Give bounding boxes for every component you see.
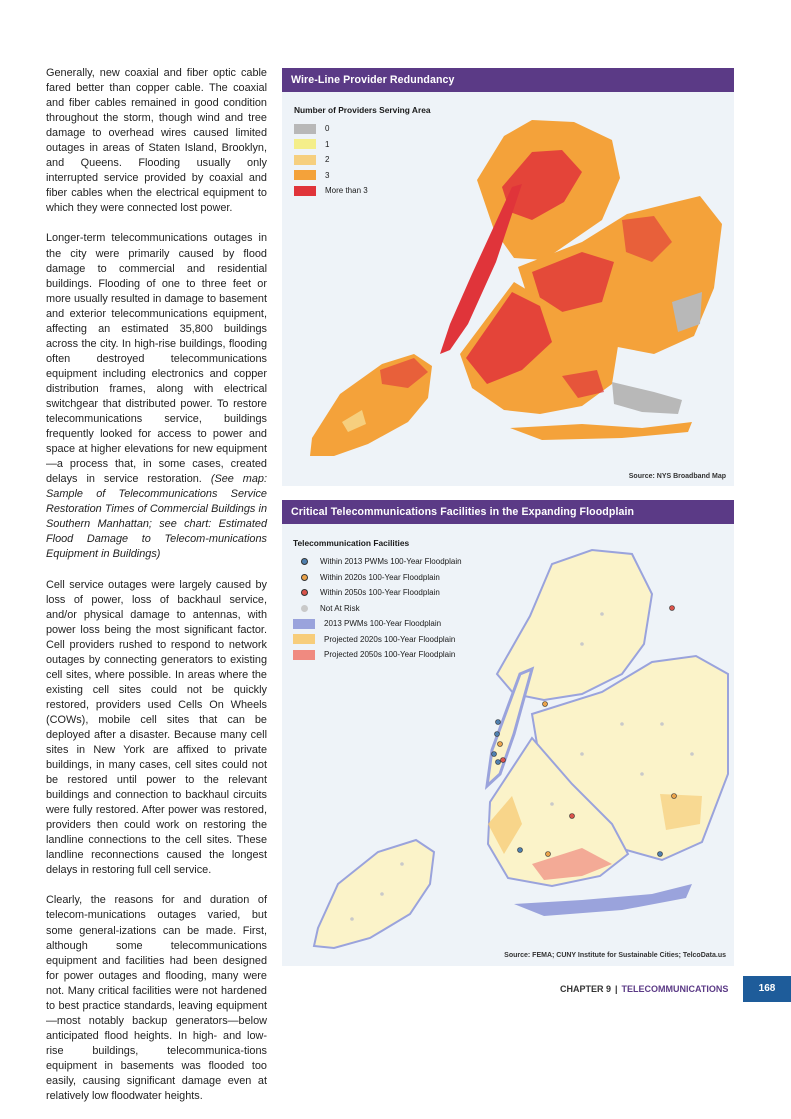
- legend-label: Within 2020s 100-Year Floodplain: [320, 572, 440, 582]
- legend-area-row: [293, 616, 462, 632]
- legend-label: 2013 PWMs 100-Year Floodplain: [324, 619, 442, 629]
- legend-row-2: [294, 152, 431, 168]
- legend-label: Within 2050s 100-Year Floodplain: [320, 588, 440, 598]
- map-2-title: Critical Telecommunications Facilities in the Expanding Floodplain: [282, 500, 734, 524]
- legend-swatch: [293, 650, 315, 660]
- legend-label: Within 2013 PWMs 100-Year Floodplain: [320, 557, 462, 567]
- legend-label: Not At Risk: [320, 603, 360, 613]
- legend-label: Projected 2050s 100-Year Floodplain: [324, 650, 456, 660]
- legend-swatch: [294, 186, 316, 196]
- map-chart-reference: (See map: Sample of Telecommunications Service Restoration Times of Commercial Buildings in Southern Manhattan; see chart: Estimated Flood Damage to Telecom-munications Equipment in Buildings): [46, 473, 267, 561]
- section-label: TELECOMMUNICATIONS: [621, 984, 729, 994]
- legend-row-0: [294, 121, 431, 137]
- map-2-legend-title: Telecommunication Facilities: [293, 538, 410, 548]
- legend-row-4: [294, 183, 431, 199]
- legend-swatch: [294, 155, 316, 165]
- legend-area-row: [293, 632, 462, 648]
- paragraph-2-text: Longer-term telecommunications outages in the city were primarily caused by flood damage to commercial and residential buildings. Flooding of one to three feet or more usually resulted in damage to basement and exterior telecommunications equipment, affecting an estimated 35,800 buildings across the city. In high-rise buildings, flooding often destroyed telecommunications equipment including electronics and copper distribution frames, along with electrical switchgear that distributed power. To restore telecommunications service, buildings frequently looked for access to power and space at higher elevations for new equipment—a process that, in some cases, created delays in service restoration.: [46, 232, 267, 486]
- map-1-source: Source: NYS Broadband Map: [628, 473, 726, 480]
- map-1-legend: [294, 105, 431, 199]
- legend-label: 3: [325, 170, 330, 180]
- map-1-legend-title: Number of Providers Serving Area: [294, 105, 431, 115]
- legend-point-symbol: [301, 574, 308, 581]
- paragraph-4: Clearly, the reasons for and duration of telecom-munications outages varied, but some general-izations can be made. First, although some telecommunications equipment and facilities had been designed for power outages and flooding, many were not. Many critical facilities were not hardened to best practice standards, leaving equipment—most notably backup generators—below anticipated flood heights. In high- and low-rise buildings, telecommunica-tions equipment in basements was flooded too easily, causing significant damage even at relatively low floodwater heights.: [46, 894, 267, 1103]
- legend-point-row: [293, 554, 462, 570]
- legend-label: 0: [325, 124, 330, 134]
- legend-point-symbol: [301, 558, 308, 565]
- page-footer: [560, 984, 728, 994]
- paragraph-1: Generally, new coaxial and fiber optic cable fared better than copper cable. The coaxial and fiber cables remained in good condition throughout the storm, though wind and tree damage to overhead wires caused limited outages in areas of Staten Island, Brooklyn, and Queens. Flooding usually only interrupted service provided by coaxial and fiber cables when the electrical equipment to which they were connected lost power.: [46, 67, 267, 215]
- map-1-title: Wire-Line Provider Redundancy: [282, 68, 734, 92]
- legend-row-1: [294, 137, 431, 153]
- page-number: 168: [743, 976, 791, 1002]
- legend-swatch: [293, 619, 315, 629]
- map-2-legend: [293, 538, 462, 663]
- body-text-column: [46, 66, 267, 1119]
- footer-separator: |: [615, 984, 618, 994]
- legend-point-row: [293, 585, 462, 601]
- map-wireline-redundancy: [282, 68, 734, 486]
- paragraph-2: [46, 231, 267, 562]
- legend-row-3: [294, 168, 431, 184]
- paragraph-3: Cell service outages were largely caused by loss of power, loss of backhaul service, and/or physical damage to antennas, with power loss being the most significant factor. Cell providers rushed to respond to network outages by connecting generators to existing cell sites, where possible. In areas where the existing cell sites could not be quickly restored, providers used Cells On Wheels (COWs), mobile cell sites that can be deployed after a disaster. Because many cell sites in New York are affixed to private buildings, in many cases, cell sites could not be restored until power to the relevant buildings and connection to backhaul circuits were fully restored. After power was restored, providers then could work on restoring the landline connections to the cell sites. These landline reconnections caused the longest delays in restoring full cell service.: [46, 578, 267, 877]
- legend-label: More than 3: [325, 186, 368, 196]
- legend-point-symbol: [301, 605, 308, 612]
- legend-swatch: [294, 170, 316, 180]
- legend-label: 2: [325, 155, 330, 165]
- legend-point-row: [293, 570, 462, 586]
- legend-swatch: [293, 634, 315, 644]
- map-critical-facilities: [282, 500, 734, 966]
- legend-label: 1: [325, 139, 330, 149]
- chapter-label: CHAPTER 9: [560, 984, 612, 994]
- map-2-source: Source: FEMA; CUNY Institute for Sustainable Cities; TelcoData.us: [504, 952, 726, 959]
- legend-point-symbol: [301, 589, 308, 596]
- legend-area-row: [293, 647, 462, 663]
- legend-point-row: [293, 601, 462, 617]
- legend-swatch: [294, 124, 316, 134]
- legend-label: Projected 2020s 100-Year Floodplain: [324, 634, 456, 644]
- legend-swatch: [294, 139, 316, 149]
